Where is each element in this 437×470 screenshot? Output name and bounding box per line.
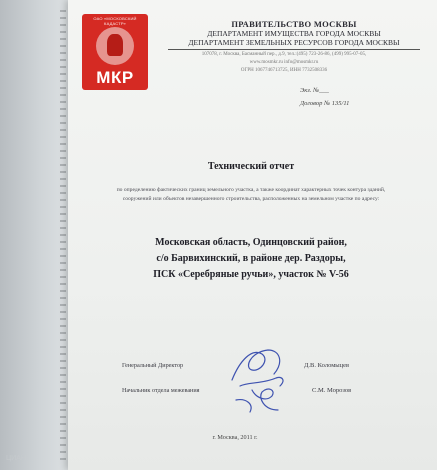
document-intro: по определению фактических границ земельного участка, а также координат характерных точек контура зданий, сооружений или объектов незавершенного строительства, расположенных на земельном участке по адресу: — [116, 187, 386, 202]
binding-holes — [60, 10, 66, 465]
header-line-3: ДЕПАРТАМЕНТ ЗЕМЕЛЬНЫХ РЕСУРСОВ ГОРОДА МОСКВЫ — [188, 38, 400, 47]
logo-arc-text: ОАО «МОСКОВСКИЙ КАДАСТР» — [93, 16, 137, 26]
location-line-2: с/о Барвихинский, в районе дер. Раздоры, — [156, 253, 346, 264]
header-registration: ОГРН 1067746713725, ИНН 7732508336 — [240, 68, 328, 73]
location-line-3: ПСК «Серебряные ручьи», участок № V-56 — [153, 269, 349, 280]
header-divider — [168, 49, 420, 50]
location-line-1: Московская область, Одинцовский район, — [155, 237, 347, 248]
signatory-role-survey-head: Начальник отдела межевания — [122, 387, 200, 394]
header-web: www.mosmkr.ru info@mosmkr.ru — [249, 60, 319, 65]
signatory-role-director: Генеральный Директор — [122, 362, 184, 369]
signatory-name-director: Д.В. Коломыцев — [304, 362, 350, 369]
document-footer: г. Москва, 2011 г. — [212, 434, 258, 441]
header-line-2: ДЕПАРТАМЕНТ ИМУЩЕСТВА ГОРОДА МОСКВЫ — [207, 29, 381, 38]
organization-logo — [82, 14, 148, 90]
signatory-name-survey-head: С.М. Морозов — [312, 387, 352, 394]
contract-number: Договор № 135/11 — [300, 100, 350, 107]
coat-of-arms-icon — [96, 27, 134, 65]
document-title: Технический отчет — [207, 161, 295, 172]
watermark-logo: ЦИАН — [6, 455, 26, 462]
header-address: 107078, г. Москва, Басманный пер., д.9, тел.:(495) 723-26-86, (499) 995-07-05, — [201, 52, 367, 57]
header-line-1: ПРАВИТЕЛЬСТВО МОСКВЫ — [231, 19, 357, 29]
signature-stamp-icon — [222, 340, 292, 418]
copy-number: Экз. №___ — [300, 87, 329, 94]
logo-abbreviation: МКР — [96, 68, 134, 87]
